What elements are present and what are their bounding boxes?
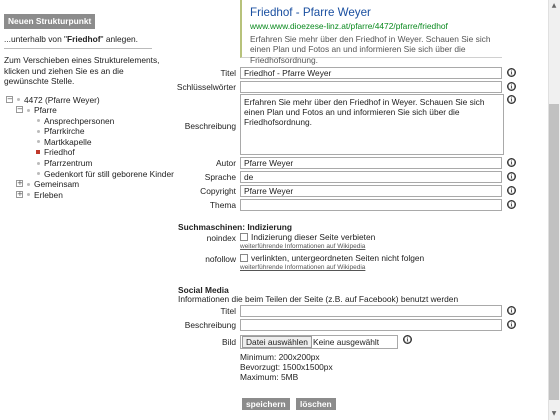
nofollow-text: verlinkten, untergeordneten Seiten nicht folgen bbox=[251, 253, 425, 263]
image-label: Bild bbox=[222, 337, 236, 347]
collapse-icon[interactable]: − bbox=[7, 94, 13, 103]
social-heading: Social Media bbox=[178, 285, 229, 295]
info-icon[interactable]: ⓘ bbox=[508, 158, 515, 167]
selected-node-icon bbox=[36, 150, 40, 154]
structure-panel bbox=[4, 14, 172, 200]
tree-node-root[interactable] bbox=[4, 95, 172, 106]
author-label: Autor bbox=[215, 158, 236, 168]
tree-node-label[interactable]: Erleben bbox=[34, 189, 63, 200]
image-max-size: Maximum: 5MB bbox=[240, 372, 299, 382]
tree-node-label[interactable]: Friedhof bbox=[44, 147, 75, 158]
title-input[interactable]: Friedhof - Pfarre Weyer bbox=[240, 67, 502, 79]
social-description-input[interactable] bbox=[240, 319, 502, 331]
delete-button[interactable]: löschen bbox=[296, 398, 336, 410]
tree-node-erleben[interactable] bbox=[4, 190, 172, 201]
tree-node-ansprechpersonen[interactable] bbox=[4, 116, 172, 127]
create-under-text: ...unterhalb von "Friedhof" anlegen. bbox=[4, 33, 138, 44]
tree-node-pfarre[interactable] bbox=[4, 105, 172, 116]
topic-input[interactable] bbox=[240, 199, 502, 211]
choose-file-button[interactable]: Datei auswählen bbox=[242, 336, 312, 348]
node-bullet-icon bbox=[27, 183, 30, 186]
image-min-size: Minimum: 200x200px bbox=[240, 352, 320, 362]
node-bullet-icon bbox=[37, 140, 40, 143]
copyright-label: Copyright bbox=[200, 186, 236, 196]
nofollow-label: nofollow bbox=[205, 254, 236, 264]
info-icon[interactable]: ⓘ bbox=[508, 200, 515, 209]
drag-hint: Zum Verschieben eines Strukturelements, klicken und ziehen Sie es an die gewünschte Stelle. bbox=[4, 55, 160, 86]
noindex-label: noindex bbox=[206, 233, 236, 243]
new-structure-point-button[interactable]: Neuen Strukturpunkt bbox=[4, 14, 95, 29]
social-title-label: Titel bbox=[220, 306, 236, 316]
keywords-input[interactable] bbox=[240, 81, 502, 93]
social-title-input[interactable] bbox=[240, 305, 502, 317]
scroll-up-icon[interactable]: ▲ bbox=[551, 2, 557, 9]
info-icon[interactable]: ⓘ bbox=[508, 320, 515, 329]
seo-heading: Suchmaschinen: Indizierung bbox=[178, 222, 293, 232]
author-input[interactable]: Pfarre Weyer bbox=[240, 157, 502, 169]
topic-label: Thema bbox=[209, 200, 236, 210]
preview-title: Friedhof - Pfarre Weyer bbox=[250, 6, 371, 19]
preview-url: www.www.dioezese-linz.at/pfarre/4472/pfarre/friedhof bbox=[250, 21, 448, 32]
save-button[interactable]: speichern bbox=[242, 398, 290, 410]
tree-node-label[interactable]: Gedenkort für still geborene Kinder bbox=[44, 168, 174, 179]
nofollow-checkbox[interactable] bbox=[240, 254, 248, 262]
tree-node-label[interactable]: Martkkapelle bbox=[44, 136, 92, 147]
preview-description: Erfahren Sie mehr über den Friedhof in Weyer. Schauen Sie sich einen Plan und Fotos an und informieren Sie sich über die Friedhofsordnung. bbox=[250, 33, 491, 65]
node-bullet-icon bbox=[27, 109, 30, 112]
scrollbar-thumb[interactable] bbox=[549, 104, 559, 400]
info-icon[interactable]: ⓘ bbox=[404, 335, 411, 344]
info-icon[interactable]: ⓘ bbox=[508, 172, 515, 181]
noindex-checkbox[interactable] bbox=[240, 233, 248, 241]
divider bbox=[4, 48, 152, 49]
info-icon[interactable]: ⓘ bbox=[508, 306, 515, 315]
description-textarea[interactable]: Erfahren Sie mehr über den Friedhof in Weyer. Schauen Sie sich einen Plan und Fotos an und informieren Sie sich über die Friedhofsordnung. bbox=[240, 94, 504, 155]
noindex-wikipedia-link[interactable]: weiterführende Informationen auf Wikipedia bbox=[240, 243, 366, 250]
node-bullet-icon bbox=[37, 119, 40, 122]
image-preferred-size: Bevorzugt: 1500x1500px bbox=[240, 362, 333, 372]
vertical-scrollbar[interactable] bbox=[548, 0, 560, 420]
search-result-preview bbox=[240, 0, 502, 65]
tree-node-friedhof[interactable] bbox=[4, 147, 172, 158]
info-icon[interactable]: ⓘ bbox=[508, 82, 515, 91]
tree-node-pfarrkirche[interactable] bbox=[4, 126, 172, 137]
node-bullet-icon bbox=[37, 172, 40, 175]
social-description: Informationen die beim Teilen der Seite (z.B. auf Facebook) benutzt werden bbox=[178, 294, 459, 304]
tree-node-label[interactable]: Gemeinsam bbox=[34, 179, 80, 190]
keywords-label: Schlüsselwörter bbox=[176, 82, 236, 92]
title-label: Titel bbox=[220, 68, 236, 78]
structure-tree bbox=[4, 95, 172, 201]
tree-node-label[interactable]: Pfarrzentrum bbox=[44, 158, 93, 169]
node-bullet-icon bbox=[37, 162, 40, 165]
expand-icon[interactable]: + bbox=[17, 189, 23, 198]
current-node-name: Friedhof bbox=[67, 33, 101, 44]
tree-node-gemeinsam[interactable] bbox=[4, 179, 172, 190]
node-bullet-icon bbox=[17, 98, 20, 101]
tree-node-pfarrzentrum[interactable] bbox=[4, 158, 172, 169]
tree-node-label[interactable]: Pfarrkirche bbox=[44, 126, 85, 137]
social-description-label: Beschreibung bbox=[184, 320, 236, 330]
tree-node-label[interactable]: Pfarre bbox=[34, 105, 57, 116]
info-icon[interactable]: ⓘ bbox=[508, 95, 515, 104]
nofollow-wikipedia-link[interactable]: weiterführende Informationen auf Wikipedia bbox=[240, 264, 366, 271]
node-bullet-icon bbox=[37, 130, 40, 133]
tree-node-label[interactable]: Ansprechpersonen bbox=[44, 115, 115, 126]
tree-node-label[interactable]: 4472 (Pfarre Weyer) bbox=[24, 94, 100, 105]
scroll-down-icon[interactable]: ▼ bbox=[551, 410, 557, 417]
tree-node-martkkapelle[interactable] bbox=[4, 137, 172, 148]
expand-icon[interactable]: + bbox=[17, 179, 23, 188]
tree-node-gedenkort[interactable] bbox=[4, 169, 172, 180]
file-status-text: Keine ausgewählt bbox=[313, 337, 380, 347]
info-icon[interactable]: ⓘ bbox=[508, 68, 515, 77]
noindex-text: Indizierung dieser Seite verbieten bbox=[251, 232, 376, 242]
language-label: Sprache bbox=[204, 172, 236, 182]
node-bullet-icon bbox=[27, 193, 30, 196]
copyright-input[interactable]: Pfarre Weyer bbox=[240, 185, 502, 197]
description-label: Beschreibung bbox=[184, 121, 236, 131]
collapse-icon[interactable]: − bbox=[17, 105, 23, 114]
language-input[interactable]: de bbox=[240, 171, 502, 183]
info-icon[interactable]: ⓘ bbox=[508, 186, 515, 195]
